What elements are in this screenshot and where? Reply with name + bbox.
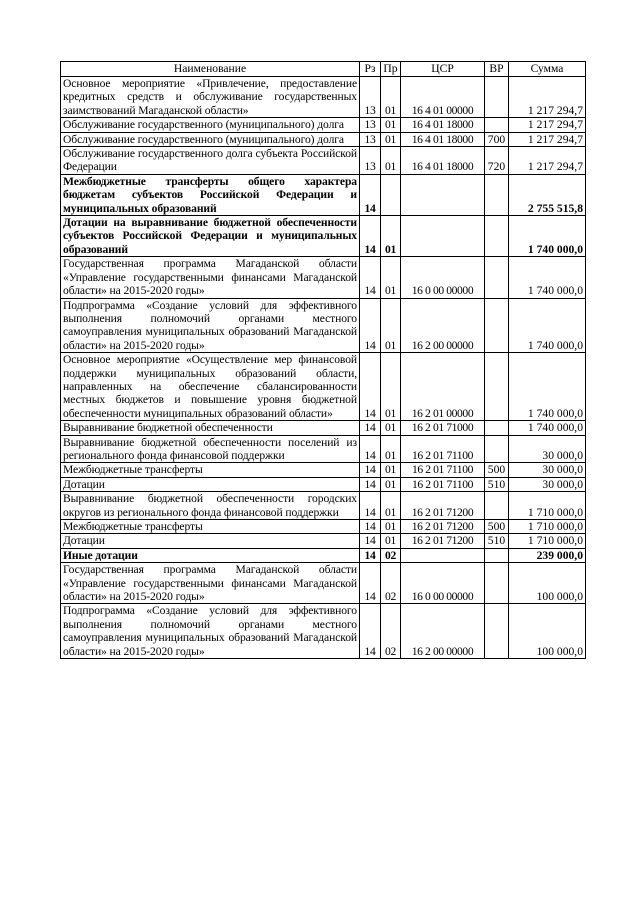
cell-vr xyxy=(485,492,509,520)
cell-sum: 1 217 294,7 xyxy=(509,77,586,118)
cell-rz: 14 xyxy=(360,492,381,520)
cell-sum: 1 217 294,7 xyxy=(509,147,586,175)
cell-vr xyxy=(485,353,509,421)
cell-sum: 30 000,0 xyxy=(509,435,586,463)
cell-name: Основное мероприятие «Привлечение, предоставление кредитных средств и обслуживание государственных заимствований Магаданской области» xyxy=(61,77,360,118)
cell-vr: 500 xyxy=(485,520,509,534)
cell-csr: 16 0 00 00000 xyxy=(401,563,485,604)
cell-name: Дотации на выравнивание бюджетной обеспеченности субъектов Российской Федерации и муниципальных образований xyxy=(61,216,360,257)
cell-vr xyxy=(485,563,509,604)
table-row xyxy=(61,147,586,175)
cell-sum: 100 000,0 xyxy=(509,604,586,659)
cell-rz: 14 xyxy=(360,563,381,604)
cell-name: Основное мероприятие «Осуществление мер финансовой поддержки муниципальных образований области, направленных на обеспечение сбалансированности местных бюджетов и повышение уровня бюджетной обеспеченности муниципальных образований области» xyxy=(61,353,360,421)
budget-table xyxy=(60,61,586,659)
cell-csr: 16 2 01 71200 xyxy=(401,520,485,534)
table-row xyxy=(61,216,586,257)
header-vr: ВР xyxy=(485,62,509,77)
cell-name: Выравнивание бюджетной обеспеченности поселений из регионального фонда финансовой поддержки xyxy=(61,435,360,463)
table-row xyxy=(61,298,586,353)
cell-vr xyxy=(485,435,509,463)
cell-sum: 1 710 000,0 xyxy=(509,534,586,548)
cell-vr xyxy=(485,548,509,562)
cell-sum: 2 755 515,8 xyxy=(509,174,586,215)
cell-sum: 1 740 000,0 xyxy=(509,216,586,257)
cell-sum: 1 740 000,0 xyxy=(509,298,586,353)
cell-sum: 239 000,0 xyxy=(509,548,586,562)
cell-csr: 16 2 01 71000 xyxy=(401,421,485,435)
cell-name: Подпрограмма «Создание условий для эффективного выполнения полномочий органами местного самоуправления муниципальных образований Магаданской области» на 2015-2020 годы» xyxy=(61,298,360,353)
cell-csr: 16 2 00 00000 xyxy=(401,298,485,353)
table-row xyxy=(61,604,586,659)
cell-rz: 14 xyxy=(360,174,381,215)
cell-pr: 01 xyxy=(381,534,401,548)
cell-rz: 13 xyxy=(360,118,381,132)
cell-name: Выравнивание бюджетной обеспеченности xyxy=(61,421,360,435)
cell-rz: 14 xyxy=(360,534,381,548)
table-header-row xyxy=(61,62,586,77)
cell-rz: 14 xyxy=(360,435,381,463)
cell-csr: 16 2 01 71200 xyxy=(401,534,485,548)
cell-vr xyxy=(485,421,509,435)
cell-pr xyxy=(381,174,401,215)
cell-csr: 16 4 01 00000 xyxy=(401,77,485,118)
cell-csr: 16 2 01 00000 xyxy=(401,353,485,421)
cell-rz: 14 xyxy=(360,257,381,298)
cell-name: Обслуживание государственного (муниципального) долга xyxy=(61,118,360,132)
cell-name: Межбюджетные трансферты xyxy=(61,520,360,534)
cell-sum: 1 740 000,0 xyxy=(509,353,586,421)
cell-sum: 1 740 000,0 xyxy=(509,421,586,435)
table-row xyxy=(61,492,586,520)
cell-name: Государственная программа Магаданской области «Управление государственными финансами Магаданской области» на 2015-2020 годы» xyxy=(61,257,360,298)
cell-rz: 14 xyxy=(360,548,381,562)
header-pr: Пр xyxy=(381,62,401,77)
cell-csr: 16 2 01 71200 xyxy=(401,492,485,520)
cell-vr: 510 xyxy=(485,534,509,548)
cell-name: Иные дотации xyxy=(61,548,360,562)
table-row xyxy=(61,563,586,604)
cell-name: Подпрограмма «Создание условий для эффективного выполнения полномочий органами местного самоуправления муниципальных образований Магаданской области» на 2015-2020 годы» xyxy=(61,604,360,659)
cell-pr: 02 xyxy=(381,548,401,562)
cell-pr: 01 xyxy=(381,77,401,118)
cell-vr xyxy=(485,257,509,298)
cell-rz: 14 xyxy=(360,463,381,477)
cell-pr: 01 xyxy=(381,435,401,463)
cell-pr: 02 xyxy=(381,563,401,604)
table-row xyxy=(61,520,586,534)
cell-pr: 01 xyxy=(381,477,401,491)
cell-csr: 16 0 00 00000 xyxy=(401,257,485,298)
table-row xyxy=(61,174,586,215)
table-body xyxy=(61,77,586,659)
cell-name: Выравнивание бюджетной обеспеченности городских округов из регионального фонда финансовой поддержки xyxy=(61,492,360,520)
cell-csr xyxy=(401,548,485,562)
cell-pr: 01 xyxy=(381,298,401,353)
cell-vr: 700 xyxy=(485,132,509,146)
cell-vr xyxy=(485,174,509,215)
cell-pr: 01 xyxy=(381,118,401,132)
cell-vr xyxy=(485,216,509,257)
table-row xyxy=(61,132,586,146)
cell-pr: 01 xyxy=(381,520,401,534)
cell-pr: 01 xyxy=(381,257,401,298)
cell-csr: 16 2 01 71100 xyxy=(401,463,485,477)
cell-vr xyxy=(485,77,509,118)
header-name: Наименование xyxy=(61,62,360,77)
cell-csr: 16 4 01 18000 xyxy=(401,147,485,175)
cell-rz: 13 xyxy=(360,77,381,118)
cell-csr: 16 2 00 00000 xyxy=(401,604,485,659)
cell-pr: 01 xyxy=(381,421,401,435)
cell-sum: 1 740 000,0 xyxy=(509,257,586,298)
cell-pr: 01 xyxy=(381,147,401,175)
cell-vr: 510 xyxy=(485,477,509,491)
cell-sum: 1 217 294,7 xyxy=(509,118,586,132)
cell-name: Государственная программа Магаданской области «Управление государственными финансами Магаданской области» на 2015-2020 годы» xyxy=(61,563,360,604)
cell-pr: 01 xyxy=(381,216,401,257)
cell-pr: 01 xyxy=(381,353,401,421)
cell-csr: 16 4 01 18000 xyxy=(401,132,485,146)
table-row xyxy=(61,77,586,118)
header-csr: ЦСР xyxy=(401,62,485,77)
cell-sum: 30 000,0 xyxy=(509,463,586,477)
cell-rz: 14 xyxy=(360,477,381,491)
cell-sum: 1 710 000,0 xyxy=(509,520,586,534)
cell-csr xyxy=(401,216,485,257)
table-row xyxy=(61,534,586,548)
cell-rz: 14 xyxy=(360,353,381,421)
cell-pr: 01 xyxy=(381,492,401,520)
cell-sum: 1 710 000,0 xyxy=(509,492,586,520)
table-row xyxy=(61,548,586,562)
cell-rz: 13 xyxy=(360,147,381,175)
cell-name: Межбюджетные трансферты общего характера бюджетам субъектов Российской Федерации и муниципальных образований xyxy=(61,174,360,215)
table-row xyxy=(61,463,586,477)
cell-vr xyxy=(485,118,509,132)
cell-name: Дотации xyxy=(61,534,360,548)
table-row xyxy=(61,421,586,435)
cell-sum: 30 000,0 xyxy=(509,477,586,491)
table-row xyxy=(61,477,586,491)
table-row xyxy=(61,435,586,463)
cell-rz: 14 xyxy=(360,298,381,353)
table-row xyxy=(61,257,586,298)
cell-rz: 14 xyxy=(360,520,381,534)
cell-name: Обслуживание государственного долга субъекта Российской Федерации xyxy=(61,147,360,175)
table-row xyxy=(61,118,586,132)
cell-pr: 01 xyxy=(381,463,401,477)
cell-pr: 02 xyxy=(381,604,401,659)
cell-csr: 16 4 01 18000 xyxy=(401,118,485,132)
cell-pr: 01 xyxy=(381,132,401,146)
cell-name: Межбюджетные трансферты xyxy=(61,463,360,477)
cell-vr xyxy=(485,298,509,353)
cell-vr: 720 xyxy=(485,147,509,175)
cell-sum: 100 000,0 xyxy=(509,563,586,604)
header-sum: Сумма xyxy=(509,62,586,77)
cell-sum: 1 217 294,7 xyxy=(509,132,586,146)
cell-name: Обслуживание государственного (муниципального) долга xyxy=(61,132,360,146)
cell-rz: 14 xyxy=(360,604,381,659)
cell-vr xyxy=(485,604,509,659)
cell-rz: 14 xyxy=(360,421,381,435)
cell-vr: 500 xyxy=(485,463,509,477)
table-row xyxy=(61,353,586,421)
cell-csr xyxy=(401,174,485,215)
cell-name: Дотации xyxy=(61,477,360,491)
cell-csr: 16 2 01 71100 xyxy=(401,435,485,463)
cell-csr: 16 2 01 71100 xyxy=(401,477,485,491)
header-rz: Рз xyxy=(360,62,381,77)
cell-rz: 13 xyxy=(360,132,381,146)
cell-rz: 14 xyxy=(360,216,381,257)
